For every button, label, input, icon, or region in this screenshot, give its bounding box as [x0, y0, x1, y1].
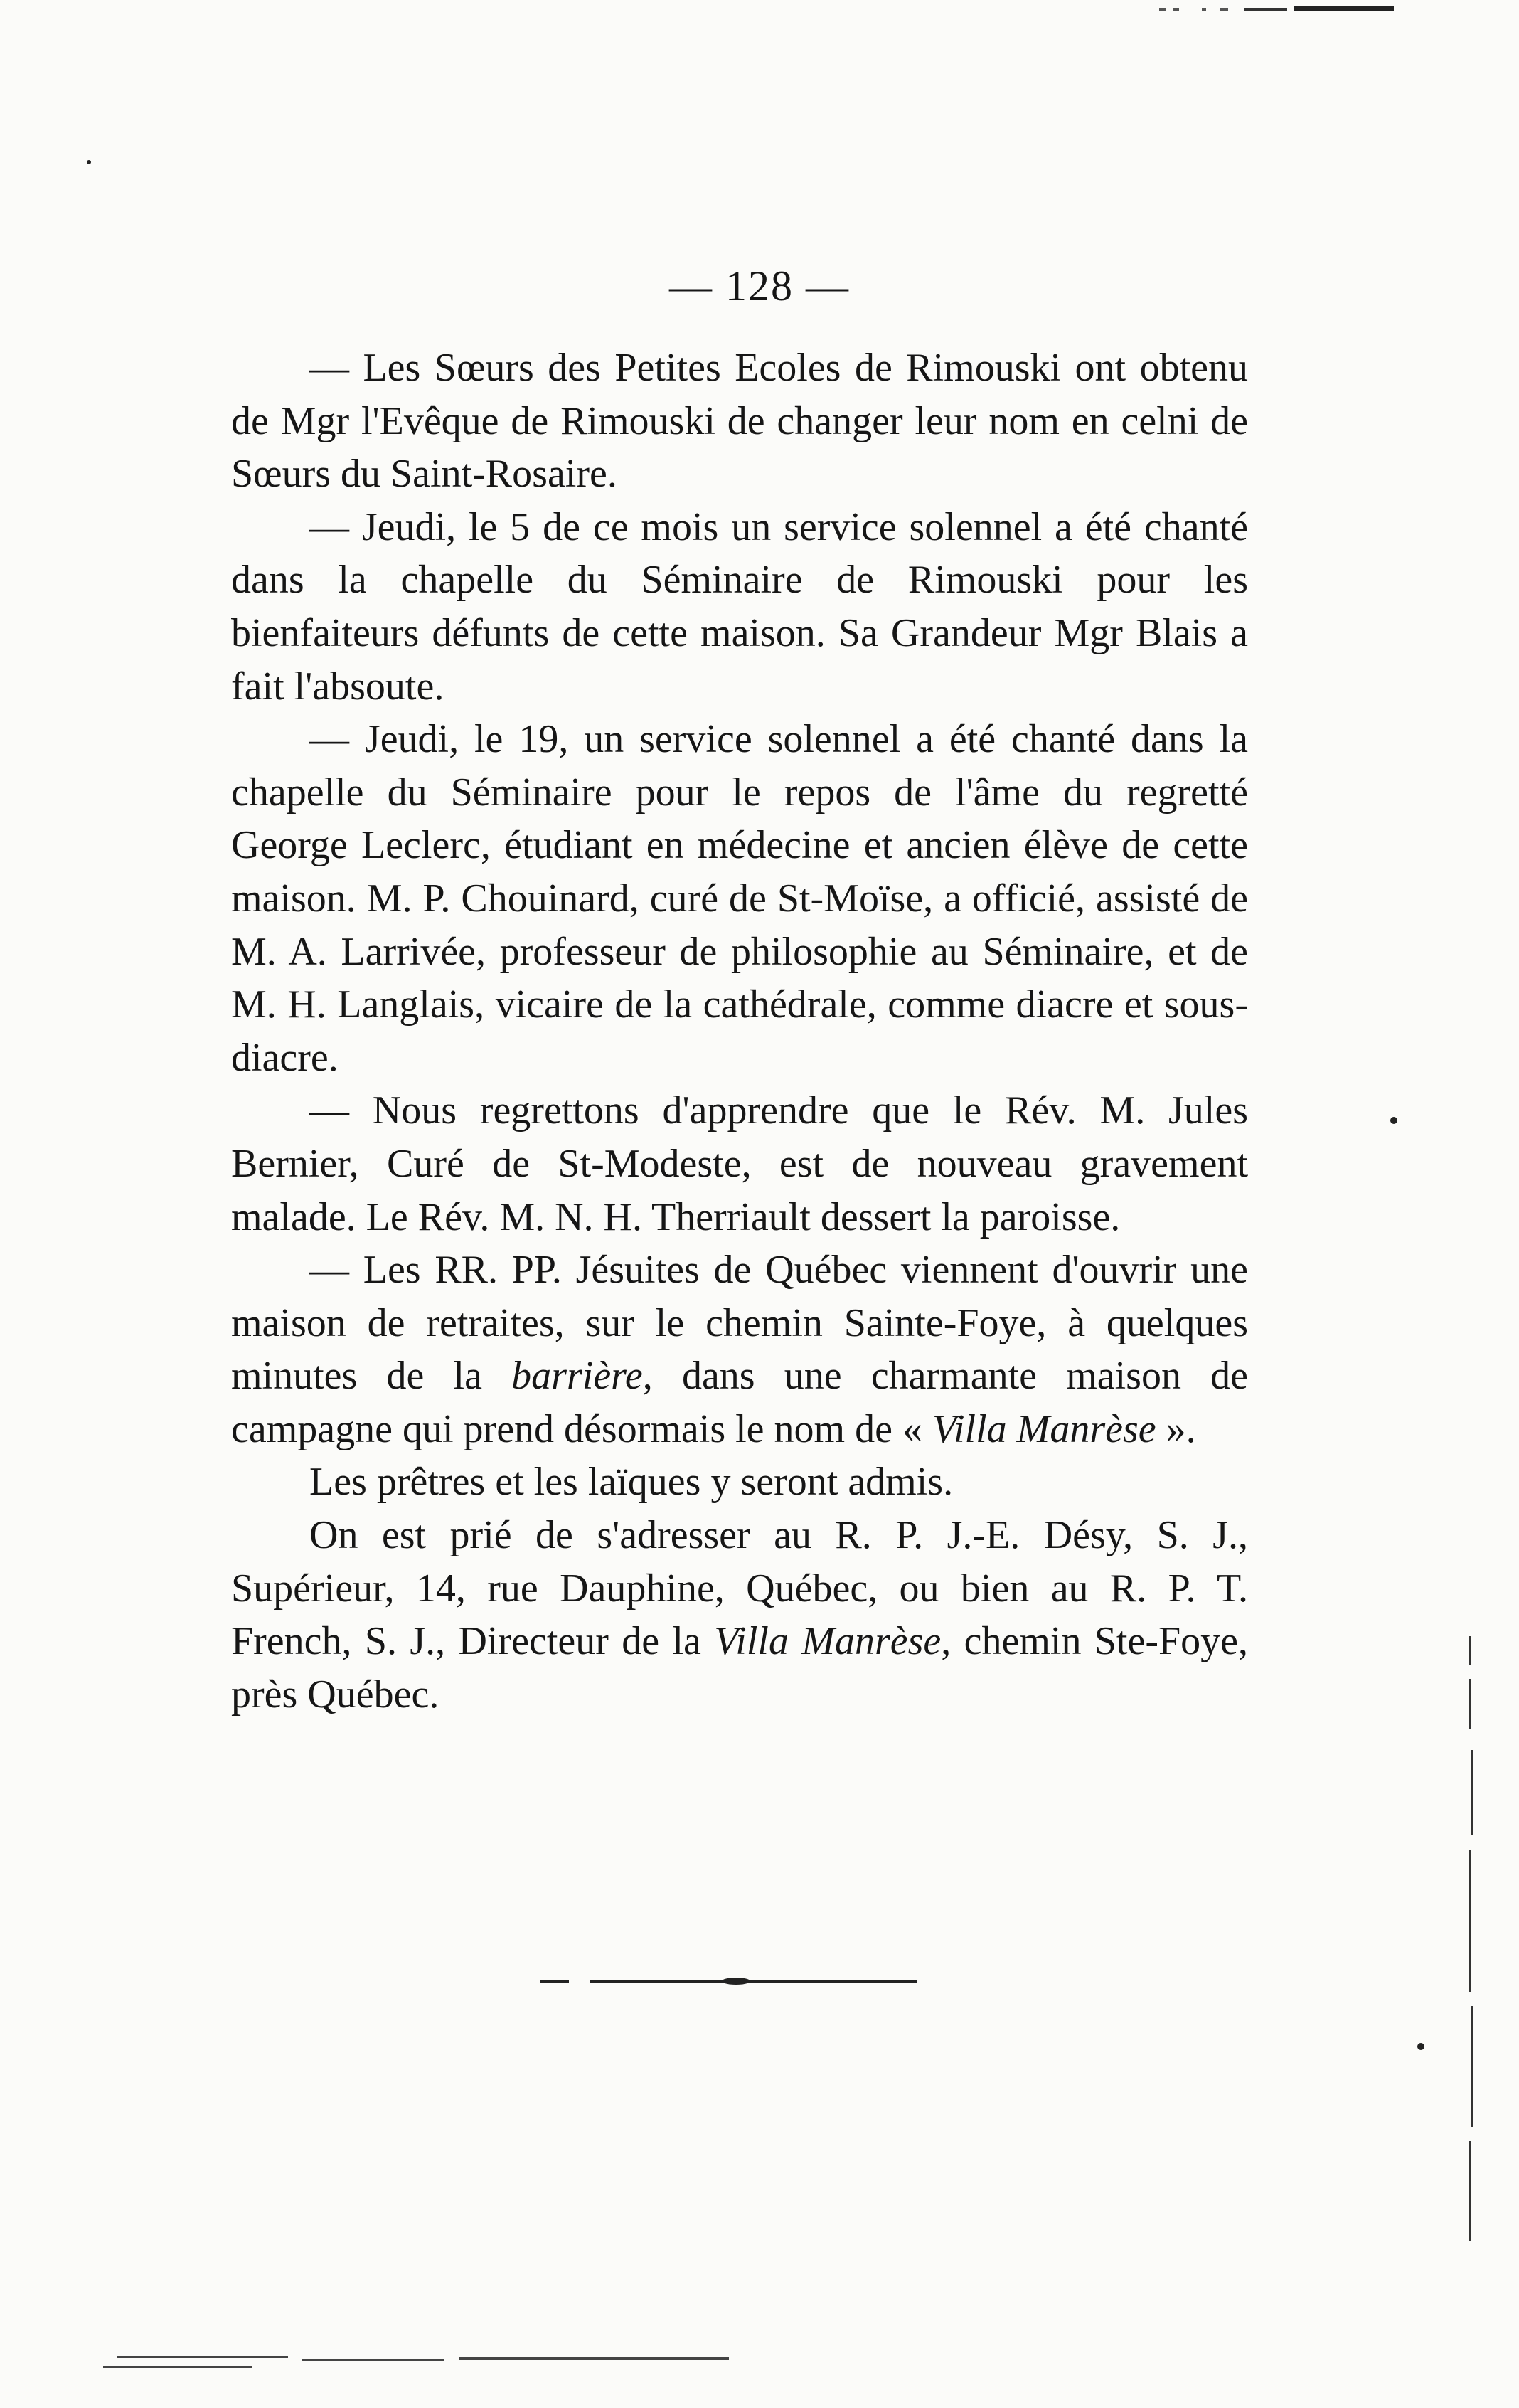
- section-separator-ornament: [540, 1976, 917, 1986]
- article-body: [231, 341, 1248, 1721]
- scan-speck: [1390, 1117, 1397, 1124]
- paragraph-soeurs-rimouski: — Les Sœurs des Petites Ecoles de Rimouski ont obtenu de Mgr l'Evêque de Rimouski de changer leur nom en celni de Sœurs du Saint-Rosaire.: [231, 346, 1248, 497]
- retraites-text-b: , dans une charmante maison de campagne qui prend désormais le nom de «: [231, 1354, 1249, 1451]
- paragraph-contact: [231, 1509, 1248, 1721]
- paragraph-service-bienfaiteurs: — Jeudi, le 5 de ce mois un service solennel a été chanté dans la chapelle du Séminaire de Rimouski pour les bienfaiteurs défunts de cette maison. Sa Grandeur Mgr Blais a fait l'absoute.: [231, 504, 1248, 709]
- paragraph-rev-bernier: — Nous regrettons d'apprendre que le Rév. M. Jules Bernier, Curé de St-Modeste, est de nouveau gravement malade. Le Rév. M. N. H. Therriault dessert la paroisse.: [231, 1088, 1248, 1239]
- italic-barriere: barrière: [511, 1354, 643, 1399]
- paragraph-admission: Les prêtres et les laïques y seront admis.: [309, 1460, 954, 1505]
- retraites-text-a: — Les RR. PP. Jésuites de Québec viennent d'ouvrir une maison de retraites, sur le chemin Sainte-Foye, à quelques minutes de la: [231, 1248, 1248, 1399]
- retraites-text-c: ».: [1156, 1406, 1196, 1451]
- contact-text-b: , chemin Ste-Foye, près Québec.: [231, 1619, 1248, 1717]
- scan-speck: [87, 160, 91, 164]
- page-number: — 128 —: [669, 262, 850, 309]
- contact-text-a: On est prié de s'adresser au R. P. J.-E. Désy, S. J., Supérieur, 14, rue Dauphine, Québec, ou bien au R. P. T. French, S. J., Directeur de la: [231, 1513, 1248, 1664]
- scan-artifact-top: [1159, 4, 1394, 16]
- italic-villa-manrese-contact: Villa Manrèse: [714, 1619, 942, 1664]
- paragraph-service-leclerc: — Jeudi, le 19, un service solennel a été chanté dans la chapelle du Séminaire pour le repos de l'âme du regretté George Leclerc, étudiant en médecine et ancien élève de cette maison. M. P. Chouinard, curé de St-Moïse, a officié, assisté de M. A. Larrivée, professeur de philosophie au Séminaire, et de M. H. Langlais, vicaire de la cathédrale, comme diacre et sous-diacre.: [231, 717, 1248, 1080]
- paragraph-jesuites-retraites: [231, 1243, 1248, 1455]
- italic-villa-manrese: Villa Manrèse: [932, 1406, 1156, 1451]
- scan-artifact-bottom: [103, 2356, 764, 2377]
- scan-artifact-right-edge: [1464, 1636, 1485, 2248]
- scan-speck: [1417, 2043, 1424, 2050]
